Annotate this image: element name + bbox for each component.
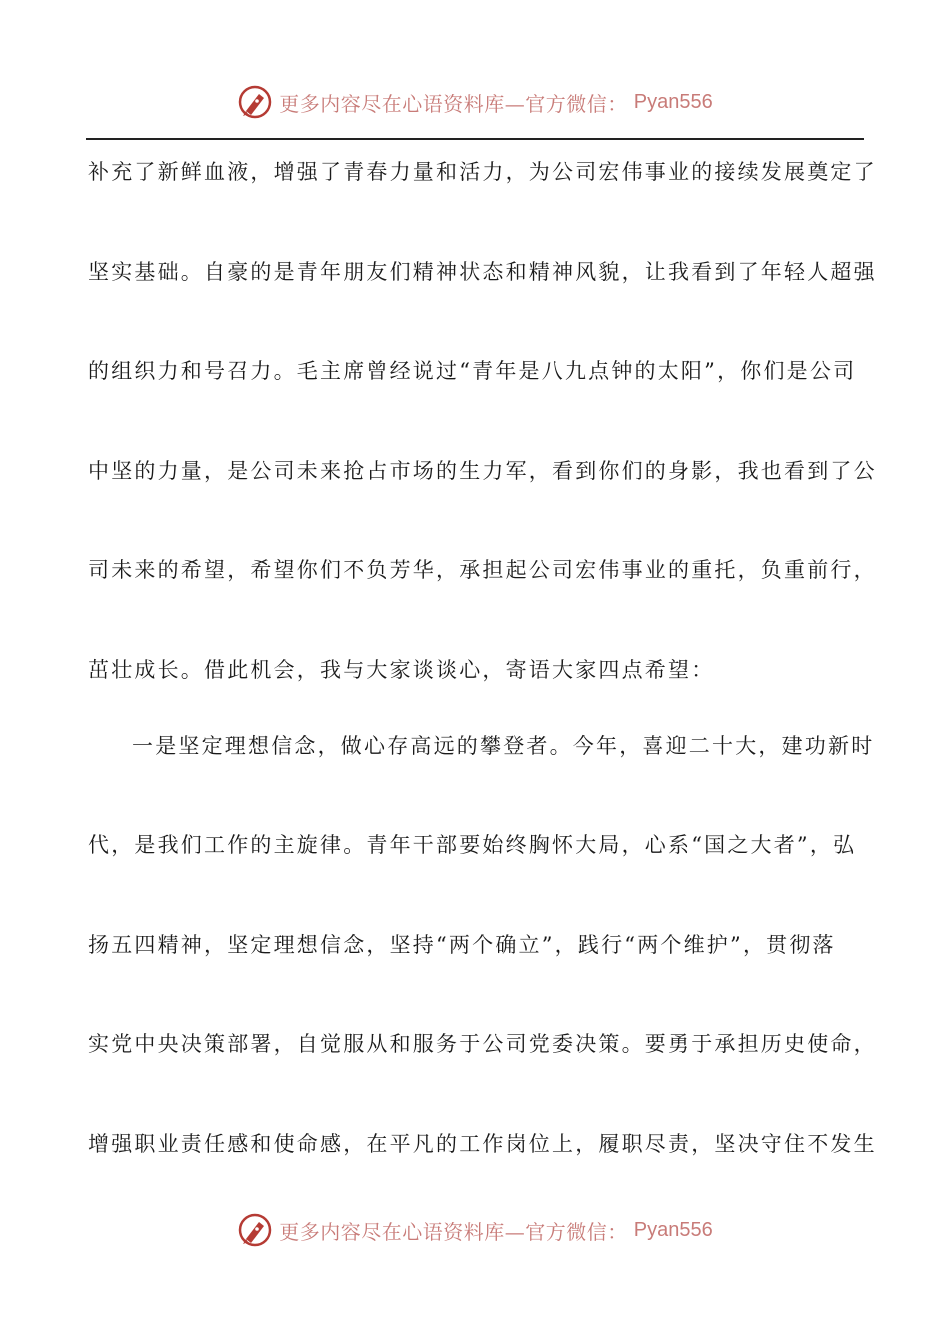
text-line: 司未来的希望，希望你们不负芳华，承担起公司宏伟事业的重托，负重前行， <box>88 558 877 582</box>
text-line: 扬五四精神，坚定理想信念，坚持“两个确立”，践行“两个维护”，贯彻落 <box>88 933 836 957</box>
text-line: 中坚的力量，是公司未来抢占市场的生力军，看到你们的身影，我也看到了公 <box>88 459 877 483</box>
text-line: 实党中央决策部署，自觉服从和服务于公司党委决策。要勇于承担历史使命， <box>88 1032 877 1056</box>
header-watermark <box>0 80 950 124</box>
pen-nib-logo-icon <box>237 84 273 120</box>
footer-watermark-text: 更多内容尽在心语资料库—官方微信： <box>279 1219 628 1244</box>
header-divider <box>86 138 864 140</box>
paragraph-start-line: 一是坚定理想信念，做心存高远的攀登者。今年，喜迎二十大，建功新时 <box>132 734 875 758</box>
pen-nib-logo-icon <box>237 1212 273 1248</box>
text-line: 补充了新鲜血液，增强了青春力量和活力，为公司宏伟事业的接续发展奠定了 <box>88 160 877 184</box>
footer-wechat-id: Pyan556 <box>633 1218 713 1241</box>
text-line: 代，是我们工作的主旋律。青年干部要始终胸怀大局，心系“国之大者”，弘 <box>88 833 857 857</box>
header-wechat-id: Pyan556 <box>633 90 713 113</box>
footer-watermark <box>0 1208 950 1252</box>
text-line: 增强职业责任感和使命感，在平凡的工作岗位上，履职尽责，坚决守住不发生 <box>88 1132 877 1156</box>
text-line: 坚实基础。自豪的是青年朋友们精神状态和精神风貌，让我看到了年轻人超强 <box>88 260 877 284</box>
header-watermark-text: 更多内容尽在心语资料库—官方微信： <box>279 91 628 116</box>
text-line: 的组织力和号召力。毛主席曾经说过“青年是八九点钟的太阳”，你们是公司 <box>88 359 857 383</box>
text-line: 茁壮成长。借此机会，我与大家谈谈心，寄语大家四点希望： <box>88 658 715 682</box>
